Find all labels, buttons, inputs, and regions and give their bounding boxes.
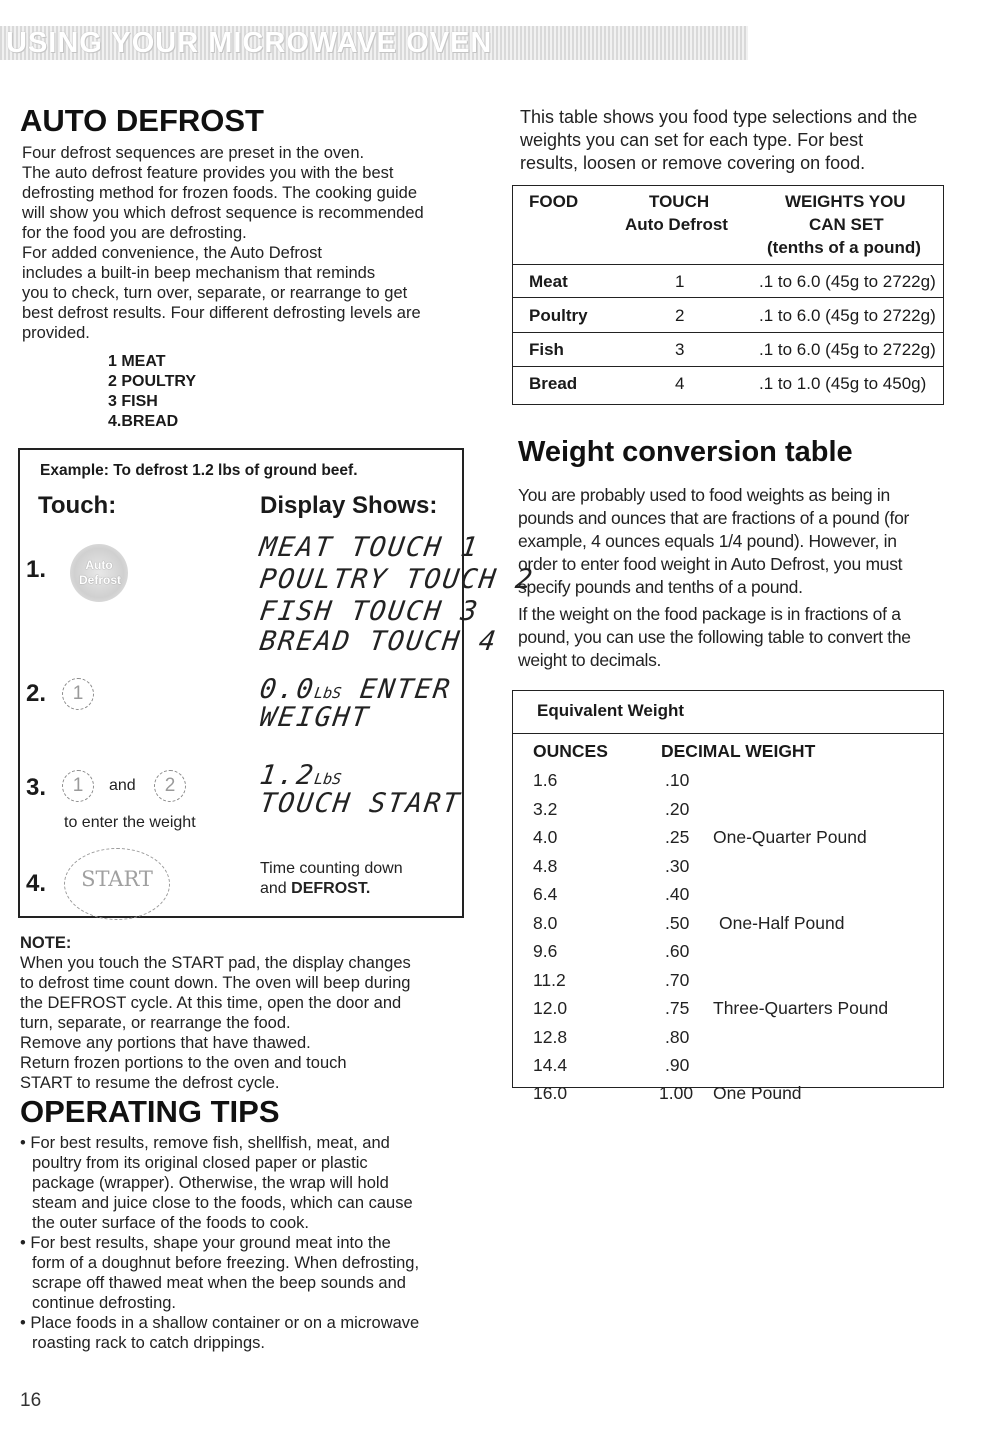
fraction-label: One-Half Pound bbox=[719, 913, 845, 933]
col-header-weights: (tenths of a pound) bbox=[767, 238, 921, 257]
ounces-cell: 16.0 bbox=[533, 1083, 568, 1103]
step-4-display-defrost bbox=[260, 880, 370, 898]
text-line: will show you which defrost sequence is recommended bbox=[22, 204, 424, 222]
decimal-cell: .10 bbox=[665, 770, 690, 790]
decimal-cell: .60 bbox=[665, 941, 690, 961]
text-line: • Place foods in a shallow container or on a microwave bbox=[20, 1314, 420, 1332]
col-header-touch: TOUCH bbox=[649, 192, 710, 211]
col-header-touch-sub: Auto Defrost bbox=[625, 215, 728, 234]
weights-cell: .1 to 6.0 (45g to 2722g) bbox=[759, 340, 936, 359]
ounces-cell: 3.2 bbox=[533, 799, 558, 819]
text-line: If the weight on the food package is in fractions of a bbox=[518, 604, 901, 624]
col-header-weights: WEIGHTS YOU bbox=[785, 192, 906, 211]
and-text: and bbox=[260, 880, 287, 897]
ounces-cell: 1.6 bbox=[533, 770, 558, 790]
text-line: specify pounds and tenths of a pound. bbox=[518, 577, 803, 597]
decimal-cell: .70 bbox=[665, 970, 690, 990]
text-line: to defrost time count down. The oven will beep during bbox=[20, 974, 411, 992]
number-pad-1-icon: 1 bbox=[62, 678, 94, 710]
table-divider bbox=[513, 366, 943, 367]
step-3-caption: to enter the weight bbox=[64, 814, 196, 831]
text-line: pounds and ounces that are fractions of a pound (for bbox=[518, 508, 910, 528]
list-item: 3 FISH bbox=[108, 393, 158, 410]
defrost-word: DEFROST. bbox=[291, 880, 371, 897]
text-line: you to check, turn over, separate, or rearrange to get bbox=[22, 284, 408, 302]
example-box bbox=[18, 448, 537, 918]
display-word: ENTER bbox=[357, 674, 454, 705]
col-header-weights: CAN SET bbox=[809, 215, 884, 234]
table-divider bbox=[513, 332, 943, 333]
text-line: You are probably used to food weights as being in bbox=[518, 485, 890, 505]
start-pad-icon bbox=[64, 848, 170, 920]
auto-defrost-title: AUTO DEFROST bbox=[20, 103, 264, 138]
note-text bbox=[20, 953, 411, 1093]
weight-conversion-title: Weight conversion table bbox=[518, 436, 853, 468]
decimal-cell: 1.00 bbox=[659, 1083, 694, 1103]
text-line: the outer surface of the foods to cook. bbox=[32, 1214, 310, 1232]
text-line: weights you can set for each type. For best bbox=[520, 130, 864, 150]
display-value: 1.2 bbox=[257, 760, 317, 791]
text-line: for the food you are defrosting. bbox=[22, 224, 247, 242]
operating-tips-title: OPERATING TIPS bbox=[20, 1094, 280, 1129]
display-line: MEAT TOUCH 1 bbox=[257, 532, 482, 563]
banner-title: USING YOUR MICROWAVE OVEN bbox=[6, 27, 493, 59]
auto-defrost-pad-label: Auto Defrost bbox=[79, 558, 122, 587]
decimal-cell: .20 bbox=[665, 799, 690, 819]
text-line: includes a built-in beep mechanism that reminds bbox=[22, 264, 376, 282]
ounces-cell: 11.2 bbox=[533, 970, 566, 990]
step-4-number: 4. bbox=[26, 870, 47, 897]
text-line: results, loosen or remove covering on food. bbox=[520, 153, 866, 173]
text-line: provided. bbox=[22, 324, 90, 342]
touch-cell: 3 bbox=[675, 340, 685, 359]
text-line: order to enter food weight in Auto Defrost, you must bbox=[518, 554, 903, 574]
text-line: package (wrapper). Otherwise, the wrap will hold bbox=[32, 1174, 389, 1192]
text-line: defrosting method for frozen foods. The cooking guide bbox=[22, 184, 418, 202]
step-3-number: 3. bbox=[26, 774, 47, 801]
text-line: turn, separate, or rearrange the food. bbox=[20, 1014, 291, 1032]
number-pad-1-icon: 1 bbox=[62, 770, 94, 802]
decimal-cell: .50 bbox=[665, 913, 690, 933]
display-line: POULTRY TOUCH 2 bbox=[257, 564, 537, 595]
display-line: BREAD TOUCH 4 bbox=[257, 626, 500, 657]
text-line: continue defrosting. bbox=[32, 1294, 177, 1312]
weights-cell: .1 to 6.0 (45g to 2722g) bbox=[759, 272, 936, 291]
table-title: Equivalent Weight bbox=[537, 701, 685, 720]
ounces-cell: 12.0 bbox=[533, 998, 568, 1018]
list-item: 1 MEAT bbox=[108, 353, 166, 370]
fraction-label: Three-Quarters Pound bbox=[713, 998, 889, 1018]
touch-cell: 2 bbox=[675, 306, 685, 325]
page-number: 16 bbox=[20, 1390, 42, 1411]
text-line: the DEFROST cycle. At this time, open the door and bbox=[20, 994, 402, 1012]
ounces-cell: 9.6 bbox=[533, 941, 558, 961]
step-1-number: 1. bbox=[26, 556, 47, 583]
number-pad-2-icon: 2 bbox=[154, 770, 186, 802]
step-2-number: 2. bbox=[26, 680, 47, 707]
operating-tips-text bbox=[20, 1133, 419, 1353]
display-weight-entry bbox=[258, 674, 454, 705]
ounces-cell: 6.4 bbox=[533, 884, 558, 904]
col-header-decimal: DECIMAL WEIGHT bbox=[661, 741, 816, 761]
text-line: For added convenience, the Auto Defrost bbox=[22, 244, 322, 262]
touch-cell: 4 bbox=[675, 374, 685, 393]
food-cell: Fish bbox=[529, 340, 564, 359]
text-line: This table shows you food type selections and the bbox=[520, 107, 918, 127]
text-line: best defrost results. Four different defrosting levels are bbox=[22, 304, 421, 322]
text-line: weight to decimals. bbox=[518, 650, 662, 670]
food-cell: Bread bbox=[529, 374, 578, 393]
list-item: 4.BREAD bbox=[108, 413, 179, 430]
table-divider bbox=[513, 297, 943, 298]
ounces-cell: 12.8 bbox=[533, 1027, 568, 1047]
ounces-cell: 4.8 bbox=[533, 856, 558, 876]
col-header-food: FOOD bbox=[529, 192, 579, 211]
text-line: • For best results, shape your ground meat into the bbox=[20, 1234, 391, 1252]
decimal-cell: .40 bbox=[665, 884, 690, 904]
table-intro bbox=[520, 106, 917, 175]
auto-defrost-description bbox=[22, 143, 424, 343]
decimal-cell: .25 bbox=[665, 827, 690, 847]
auto-defrost-pad-icon bbox=[70, 544, 128, 602]
weight-conversion-para1 bbox=[518, 484, 909, 599]
weights-cell: .1 to 1.0 (45g to 450g) bbox=[759, 374, 927, 393]
display-line: FISH TOUCH 3 bbox=[257, 596, 482, 627]
text-line: roasting rack to catch drippings. bbox=[32, 1334, 265, 1352]
text-line: START to resume the defrost cycle. bbox=[20, 1074, 280, 1092]
ounces-cell: 14.4 bbox=[533, 1055, 568, 1075]
example-title: Example: To defrost 1.2 lbs of ground beef. bbox=[40, 462, 358, 479]
decimal-cell: .90 bbox=[665, 1055, 690, 1075]
start-pad-label: START bbox=[81, 867, 153, 891]
ounces-cell: 4.0 bbox=[533, 827, 558, 847]
display-line: TOUCH START bbox=[257, 788, 463, 819]
fraction-label: One-Quarter Pound bbox=[713, 827, 867, 847]
touch-cell: 1 bbox=[675, 272, 685, 291]
text-line: Four defrost sequences are preset in the oven. bbox=[22, 144, 365, 162]
text-line: Remove any portions that have thawed. bbox=[20, 1034, 311, 1052]
weight-conversion-para2 bbox=[518, 603, 911, 672]
display-line: WEIGHT bbox=[257, 702, 372, 733]
display-unit: LbS bbox=[313, 770, 343, 788]
decimal-cell: .30 bbox=[665, 856, 690, 876]
text-line: The auto defrost feature provides you with the best bbox=[22, 164, 394, 182]
table-divider bbox=[513, 733, 943, 734]
display-header: Display Shows: bbox=[260, 492, 438, 519]
text-line: example, 4 ounces equals 1/4 pound). However, in bbox=[518, 531, 897, 551]
food-weights-table bbox=[512, 185, 944, 405]
food-cell: Poultry bbox=[529, 306, 588, 325]
list-item: 2 POULTRY bbox=[108, 373, 197, 390]
and-text: and bbox=[109, 777, 136, 794]
step-4-display-text: Time counting down bbox=[260, 860, 403, 877]
display-unit: LbS bbox=[313, 684, 343, 702]
decimal-cell: .75 bbox=[665, 998, 690, 1018]
weights-cell: .1 to 6.0 (45g to 2722g) bbox=[759, 306, 936, 325]
text-line: • For best results, remove fish, shellfish, meat, and bbox=[20, 1134, 390, 1152]
decimal-cell: .80 bbox=[665, 1027, 690, 1047]
text-line: steam and juice close to the foods, which can cause bbox=[32, 1194, 413, 1212]
text-line: scrape off thawed meat when the beep sounds and bbox=[32, 1274, 406, 1292]
col-header-ounces: OUNCES bbox=[533, 741, 608, 761]
food-cell: Meat bbox=[529, 272, 568, 291]
section-banner bbox=[0, 26, 748, 60]
display-weight-value bbox=[258, 760, 344, 791]
text-line: form of a doughnut before freezing. When defrosting, bbox=[32, 1254, 420, 1272]
note-title: NOTE: bbox=[20, 934, 72, 952]
display-value: 0.0 bbox=[257, 674, 317, 705]
fraction-label: One Pound bbox=[713, 1083, 802, 1103]
text-line: When you touch the START pad, the display changes bbox=[20, 954, 411, 972]
equivalent-weight-table bbox=[512, 690, 944, 1103]
text-line: poultry from its original closed paper or plastic bbox=[32, 1154, 368, 1172]
ounces-cell: 8.0 bbox=[533, 913, 558, 933]
table-divider bbox=[513, 264, 943, 265]
touch-header: Touch: bbox=[38, 492, 117, 519]
text-line: Return frozen portions to the oven and touch bbox=[20, 1054, 347, 1072]
text-line: pound, you can use the following table to convert the bbox=[518, 627, 911, 647]
defrost-levels-list bbox=[108, 352, 196, 432]
